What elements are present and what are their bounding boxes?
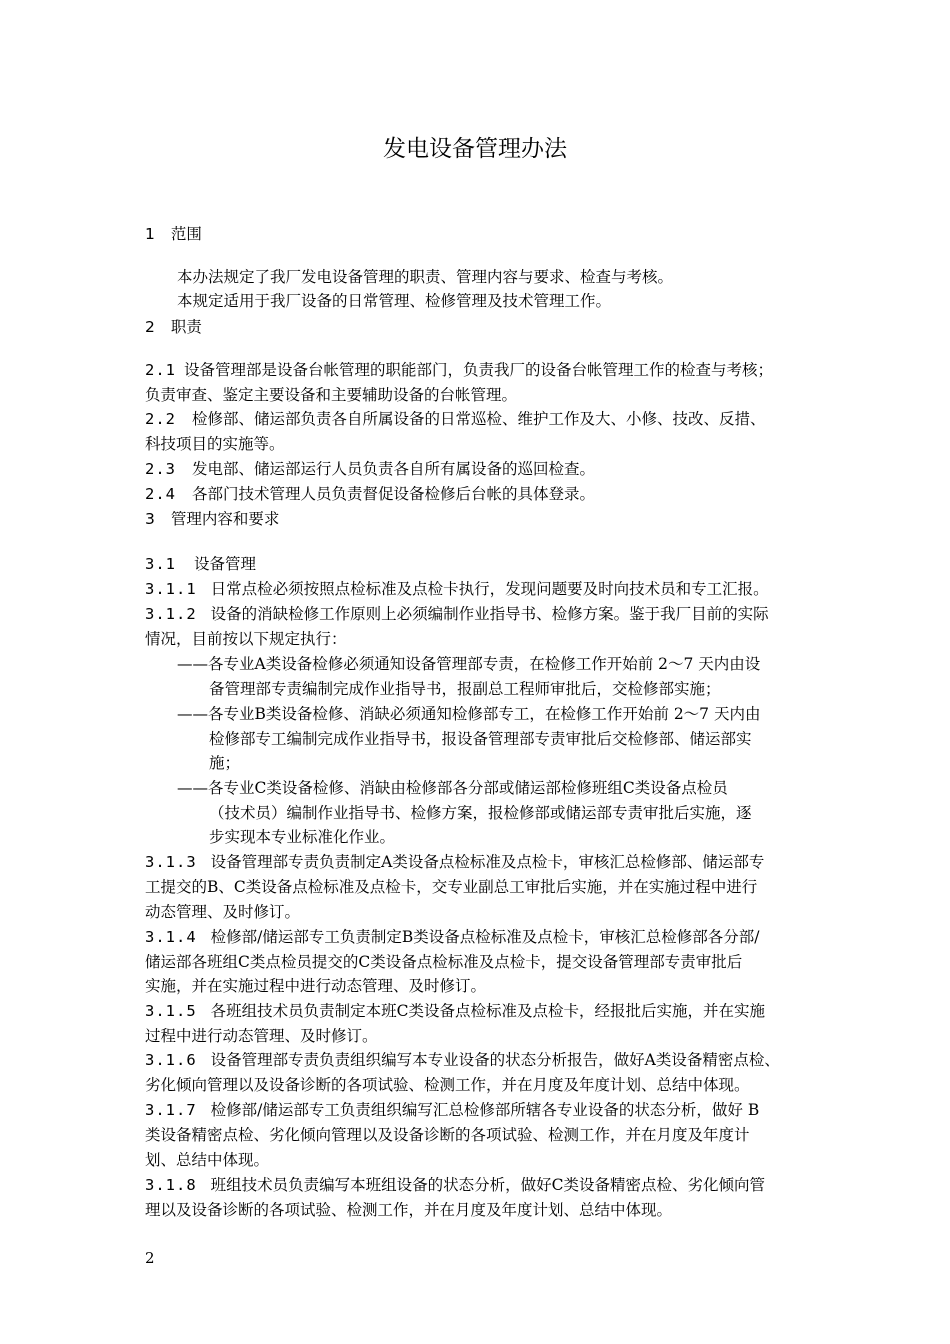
dash-item-text: 备管理部专责编制完成作业指导书，报副总工程师审批后，交检修部实施； (209, 680, 721, 698)
clause-text: 过程中进行动态管理、及时修订。 (145, 1027, 378, 1045)
paragraph: 本办法规定了我厂发电设备管理的职责、管理内容与要求、检查与考核。 (177, 268, 674, 286)
dash-item-c: ——各专业C类设备检修、消缺由检修部各分部或储运部检修班组C类设备点检员 (177, 779, 728, 797)
clause-text: 检修部、储运部负责各自所属设备的日常巡检、维护工作及大、小修、技改、反措、 (192, 410, 766, 428)
clause-text: 类设备精密点检、劣化倾向管理以及设备诊断的各项试验、检测工作，并在月度及年度计 (145, 1126, 750, 1144)
clause-text: 日常点检必须按照点检标准及点检卡执行，发现问题要及时向技术员和专工汇报。 (210, 580, 769, 598)
clause-text: 负责审查、鉴定主要设备和主要辅助设备的台帐管理。 (145, 386, 518, 404)
dash-item-text: 施； (209, 754, 241, 772)
section-3-heading (145, 510, 279, 528)
clause-2-1 (145, 361, 773, 379)
dash-item-a: ——各专业A类设备检修必须通知设备管理部专责，在检修工作开始前 2～7 天内由设 (177, 655, 761, 673)
section-title: 管理内容和要求 (170, 510, 280, 528)
clause-number: 3.1.8 (145, 1176, 197, 1194)
clause-text: 划、总结中体现。 (145, 1151, 270, 1169)
clause-2-3 (145, 460, 595, 478)
clause-2-2 (145, 410, 766, 428)
clause-title: 设备管理 (194, 555, 257, 573)
clause-number: 3.1.6 (145, 1051, 197, 1069)
clause-number: 3.1.2 (145, 605, 197, 623)
clause-3-1-3 (145, 853, 764, 871)
clause-number: 3.1.4 (145, 928, 197, 946)
clause-text: 动态管理、及时修订。 (145, 903, 301, 921)
clause-3-1-5 (145, 1002, 765, 1020)
clause-3-1-2 (145, 605, 769, 623)
clause-number: 3.1.1 (145, 580, 197, 598)
dash-item-text: 检修部专工编制完成作业指导书，报设备管理部专责审批后交检修部、储运部实 (209, 730, 752, 748)
dash-item-b: ——各专业B类设备检修、消缺必须通知检修部专工，在检修工作开始前 2～7 天内由 (177, 705, 761, 723)
clause-number: 2.1 (145, 361, 176, 379)
clause-3-1-6 (145, 1051, 780, 1069)
clause-text: 储运部各班组C类点检员提交的C类设备点检标准及点检卡，提交设备管理部专责审批后 (145, 953, 743, 971)
document-title: 发电设备管理办法 (383, 136, 567, 162)
clause-text: 各部门技术管理人员负责督促设备检修后台帐的具体登录。 (192, 485, 596, 503)
clause-text: 理以及设备诊断的各项试验、检测工作，并在月度及年度计划、总结中体现。 (145, 1201, 673, 1219)
clause-text: 检修部/储运部专工负责组织编写汇总检修部所辖各专业设备的状态分析，做好 B (210, 1101, 760, 1119)
clause-number: 2.4 (145, 485, 176, 503)
clause-3-1-4 (145, 928, 760, 946)
page-number: 2 (145, 1249, 155, 1267)
clause-text: 设备管理部专责负责组织编写本专业设备的状态分析报告，做好A类设备精密点检、 (210, 1051, 780, 1069)
clause-text: 设备的消缺检修工作原则上必须编制作业指导书、检修方案。鉴于我厂目前的实际 (210, 605, 769, 623)
clause-text: 劣化倾向管理以及设备诊断的各项试验、检测工作，并在月度及年度计划、总结中体现。 (145, 1076, 750, 1094)
clause-number: 3.1.3 (145, 853, 197, 871)
section-number: 1 (145, 225, 155, 243)
dash-item-text: 步实现本专业标准化作业。 (209, 828, 396, 846)
clause-3-1-8 (145, 1176, 765, 1194)
clause-3-1-heading (145, 555, 256, 573)
clause-text: 设备管理部专责负责制定A类设备点检标准及点检卡，审核汇总检修部、储运部专 (210, 853, 765, 871)
clause-text: 各班组技术员负责制定本班C类设备点检标准及点检卡，经报批后实施，并在实施 (210, 1002, 766, 1020)
clause-3-1-1 (145, 580, 769, 598)
clause-number: 2.3 (145, 460, 176, 478)
clause-text: 设备管理部是设备台帐管理的职能部门，负责我厂的设备台帐管理工作的检查与考核； (184, 361, 774, 379)
section-2-heading (145, 318, 202, 336)
clause-2-4 (145, 485, 595, 503)
clause-3-1-7 (145, 1101, 759, 1119)
clause-number: 2.2 (145, 410, 176, 428)
clause-text: 发电部、储运部运行人员负责各自所有属设备的巡回检查。 (192, 460, 596, 478)
clause-text: 检修部/储运部专工负责制定B类设备点检标准及点检卡，审核汇总检修部各分部/ (210, 928, 760, 946)
clause-text: 工提交的B、C类设备点检标准及点检卡，交专业副总工审批后实施，并在实施过程中进行 (145, 878, 758, 896)
clause-number: 3.1 (145, 555, 176, 573)
dash-item-text: （技术员）编制作业指导书、检修方案，报检修部或储运部专责审批后实施，逐 (209, 804, 752, 822)
clause-number: 3.1.5 (145, 1002, 197, 1020)
clause-text: 科技项目的实施等。 (145, 435, 285, 453)
clause-text: 实施，并在实施过程中进行动态管理、及时修订。 (145, 977, 487, 995)
paragraph: 本规定适用于我厂设备的日常管理、检修管理及技术管理工作。 (177, 292, 612, 310)
section-number: 2 (145, 318, 155, 336)
section-title: 职责 (170, 318, 202, 336)
section-1-heading (145, 225, 202, 243)
clause-text: 班组技术员负责编写本班组设备的状态分析，做好C类设备精密点检、劣化倾向管 (210, 1176, 766, 1194)
clause-number: 3.1.7 (145, 1101, 197, 1119)
section-number: 3 (145, 510, 155, 528)
section-title: 范围 (170, 225, 202, 243)
clause-text: 情况，目前按以下规定执行： (145, 630, 347, 648)
